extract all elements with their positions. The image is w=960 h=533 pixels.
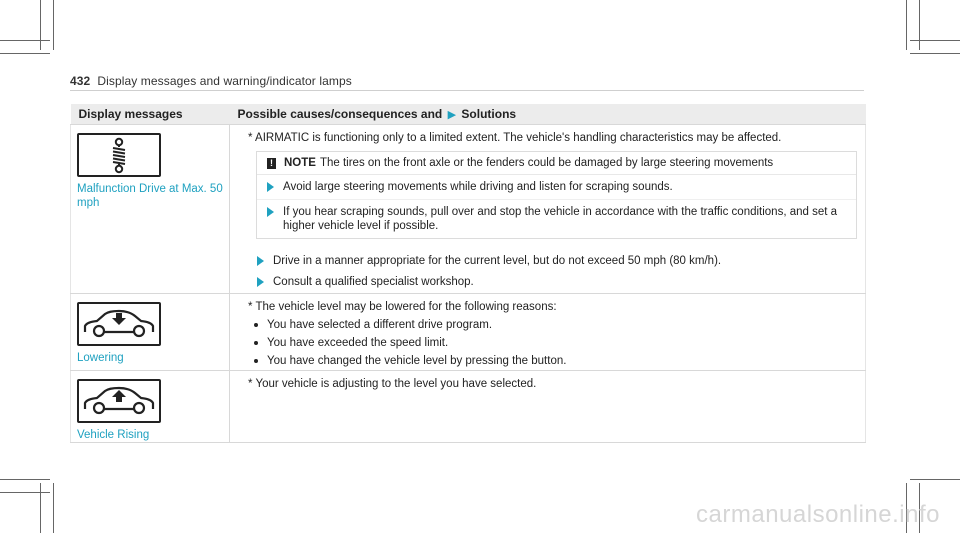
bullet-icon [254,341,258,345]
step-arrow-icon [267,207,274,217]
step-arrow-icon [257,277,264,287]
page-header [70,74,352,88]
crop-mark [0,40,50,41]
causes-cell [230,371,866,443]
crop-mark [0,53,50,54]
crop-mark [53,0,54,50]
list-item [254,316,865,334]
causes-cell [230,125,866,294]
message-title: Lowering [77,352,124,364]
reason-list [254,316,865,370]
column-header-causes [230,104,866,125]
step-arrow-icon [267,182,274,192]
solution-step-text: Drive in a manner appropriate for the current level, but do not exceed 50 mph (80 km/h). [273,255,722,267]
bullet-icon [254,359,258,363]
watermark: carmanualsonline.info [696,501,940,528]
warning-icon: ! [267,158,276,169]
column-header-display-messages: Display messages [71,104,230,125]
solution-steps [254,251,865,293]
message-cell [71,294,230,371]
table-row [71,294,866,371]
page-number: 432 [70,74,91,88]
solution-step [254,272,865,293]
crop-mark [0,492,50,493]
note-header [257,152,856,175]
list-item-text: You have selected a different drive program. [267,319,493,331]
message-cell [71,371,230,443]
column-header-solutions: Solutions [461,107,517,121]
suspension-malfunction-icon [77,133,161,177]
list-item [254,352,865,370]
solution-step [254,251,865,272]
crop-mark [919,0,920,50]
display-messages-table [70,104,866,443]
cause-text: * Your vehicle is adjusting to the level you have selected. [248,378,537,390]
note-step-text: Avoid large steering movements while driving and listen for scraping sounds. [283,181,673,193]
table-header-row [71,104,866,125]
crop-mark [53,483,54,533]
list-item-text: You have exceeded the speed limit. [267,337,449,349]
step-arrow-icon [257,256,264,266]
crop-mark [40,0,41,50]
note-step [257,175,856,200]
list-item [254,334,865,352]
crop-mark [906,0,907,50]
crop-mark [910,40,960,41]
message-cell [71,125,230,294]
message-title: Vehicle Rising [77,429,150,441]
vehicle-rising-icon [77,379,161,423]
table-row [71,371,866,443]
crop-mark [910,479,960,480]
section-title: Display messages and warning/indicator lamps [97,74,352,88]
column-header-causes-prefix: Possible causes/consequences and [237,107,443,121]
solution-step-text: Consult a qualified specialist workshop. [273,276,474,288]
cause-text: * The vehicle level may be lowered for the following reasons: [248,301,557,313]
header-divider [70,90,864,91]
message-title: Malfunction Drive at Max. 50 mph [77,183,223,209]
note-step [257,200,856,238]
causes-cell [230,294,866,371]
note-step-text: If you hear scraping sounds, pull over and stop the vehicle in accordance with the traffic conditions, and set a higher vehicle level if possible. [283,206,838,232]
vehicle-lowering-icon [77,302,161,346]
crop-mark [40,483,41,533]
note-label: NOTE [284,157,316,169]
list-item-text: You have changed the vehicle level by pressing the button. [267,355,567,367]
crop-mark [910,53,960,54]
bullet-icon [254,323,258,327]
table-row [71,125,866,294]
crop-mark [0,479,50,480]
cause-text: * AIRMATIC is functioning only to a limited extent. The vehicle's handling characteristics may be affected. [248,132,782,144]
note-text: The tires on the front axle or the fenders could be damaged by large steering movements [319,157,774,169]
solution-arrow-icon: ▶ [447,109,457,121]
note-box [256,151,857,239]
